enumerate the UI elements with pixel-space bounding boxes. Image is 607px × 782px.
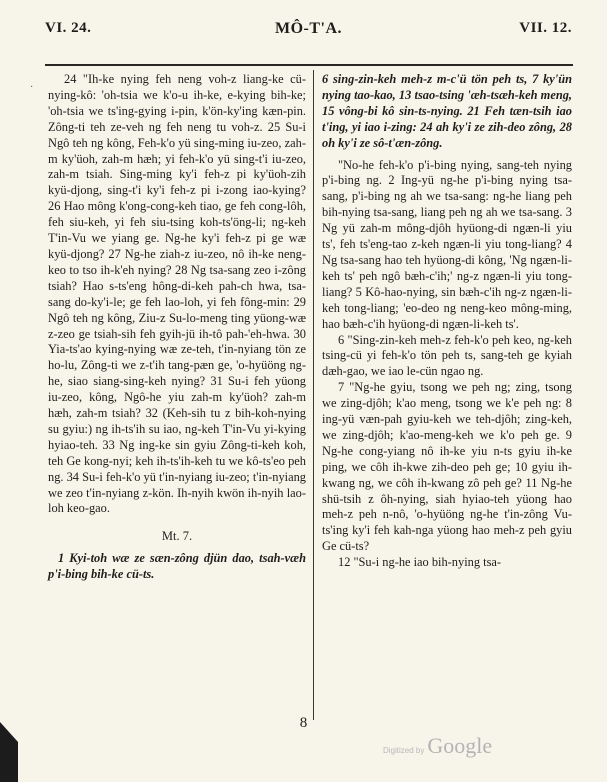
right-paragraph-verse-12: 12 "Su-i ng-he iao bih-nying tsa- (338, 555, 502, 570)
right-paragraph-verse-6: 6 "Sing-zin-keh meh-z feh-k'o peh keo, ng-keh tsing-cü yi feh-k'o tön peh ts, sang-teh ge kyiah dæh-gao, we iao le-cün ngao ng. (322, 332, 572, 379)
header-chapter-start: VI. 24. (45, 20, 92, 36)
chapter-heading: Mt. 7. (161, 529, 193, 544)
chapter-7-summary: 1 Kyi-toh wæ ze sæn-zông djün dao, tsah-væh p'i-bing bih-ke cü-ts. (48, 551, 306, 582)
margin-mark: · (30, 82, 34, 93)
header-book-title: MÔ-T'A. (274, 20, 343, 37)
watermark-prefix: Digitized by (383, 746, 425, 755)
column-divider (313, 70, 314, 720)
google-watermark (383, 733, 492, 759)
right-paragraph-verses-1-5: "No-he feh-k'o p'i-bing nying, sang-teh nying p'i-bing ng. 2 Ing-yü ng-he p'i-bing nying tsa-sang, p'i-bing ng ah we tsa-sang: ng-he liang peh bih-nying tsa-sang, liang peh ng ah we tsa-sang. 3 Ng yü zah-m mông-djôh hyüong-di ngæn-li yiu ts', feh ts'eng-tao z-keh ngæn-li yiu tong-liang? 4 Ng tsa-sang hao teh hyüong-di kông, 'Ng ngæn-li-keh ts' peh ngô bæh-c'ih;' ng-z ngæn-li yiu tong-liang? 5 Kô-hao-nying, sin bæh-c'ih ng-z ngæn-li-keh tong-liang; 'eo-deo ng neng-keo mông-ming, hao bæh-c'ih hyüong-di ngæn-li-keh ts'. (322, 157, 572, 331)
header-chapter-end: VII. 12. (519, 20, 572, 36)
page-header (45, 20, 572, 46)
left-column (48, 72, 306, 583)
left-paragraph-verses-24-34: 24 "Ih-ke nying feh neng voh-z liang-ke cü-nying-kô: 'oh-tsia we k'o-u ih-ke, e-kying bih-ke; 'oh-tsia we ts'ing-gying i-pin, k'ön-ky'ing kæn-pin. Zông-ti teh ze-veh ng feh neng tu voh-z. 25 Su-i Ngô teh ng kông, Feh-k'o yü sing-ming iu-zeo, zah-m ky'üoh, zah-m hæh; yi feh-k'o yü sing-t'i iu-zeo, zah-m tsiah. Sing-ming ky'i feh-z pi ky'üoh-zih kyü-djong, sing-t'i ky'i feh-z pi i-zong iao-kying? 26 Hao mông k'ong-cong-keh tiao, ge feh cong-lôh, feh siu-keh, yi feh siu-tsing koh-ts'öng-li; ng-keh T'in-Vu we yiang ge. Ng-he ky'i feh-z pi ge wæ kyü-djong? 27 Ng-he ziah-z iu-zeo, nô ih-ke neng-keo to tso ih-k'eh nying? 28 Ng tsa-sang zeo i-zông tsiah? Hao s-ts'eng hông-di-keh pah-ch hwa, tsa-sang do-ky'i-le; ge feh lao-loh, yi feh fông-min: 29 Ngô teh ng kông, Ziu-z Su-lo-meng ting yüong-wæ z-zeo ge tsiah-sih feh gyih-jü ih-tô pah-'eh-hwa. 30 Yia-ts'ao kying-nying wæ ze-teh, t'in-nyiang tön ze ho-lu, Zông-ti we z-t'ih tang-pæn ge, 'o-hyüöng ng-he, siao siang-sing-keh nying? 31 Su-i feh yüong iu-zeo, kông, Ngô-he yiu zah-m ky'üoh? zah-m hæh, zah-m tsiah? 32 (Keh-sih tu z bih-koh-nying su gyiu:) ng ih-ts'ih su iao, ng-keh T'in-Vu yi-kying hyiao-teh. 33 Ng ing-ke sin gyiu Zông-ti-keh koh, teh Ge kong-nyi; keh ih-ts'ih-keh tu we kô-ts'eo peh ng. 34 Su-i feh-k'o yü t'in-nyiang iu-zeo; t'in-nyiang we zeo t'in-nyiang z-kön. Ih-nyih kwön ih-nyih lao-loh keo-gao. (48, 72, 306, 516)
header-rule (45, 64, 573, 66)
page-number: 8 (299, 715, 308, 731)
scan-corner-shadow (0, 722, 18, 782)
watermark-brand: Google (427, 733, 493, 758)
chapter-7-summary-continued: 6 sing-zin-keh meh-z m-c'ü tön peh ts, 7 ky'ün nying tao-kao, 13 tsao-tsing 'æh-tsæh-keh meng, 15 vông-bi kô sin-ts-nying. 21 Feh tæn-tsih iao t'ing, yi iao i-zing: 24 ah ky'i ze zih-deo zông, 28 oh ky'i ze sô-t'æn-zông. (322, 72, 572, 150)
right-column (322, 72, 572, 571)
right-paragraph-verses-7-11: 7 "Ng-he gyiu, tsong we peh ng; zing, tsong we zing-djôh; k'ao meng, tsong we k'e peh ng: 8 ing-yü væn-pah gyiu-keh we teh-djôh; zing-keh, we zing-djôh; k'ao-meng-keh we k'o peh ge. 9 Ng-he cong-yiang nô ih-ke yiu n-ts gyiu ih-ke ping, we côh ih-kwe zih-deo peh ge; 10 gyiu ih-kwang ng, we côh ih-kwang zô peh ge? 11 Ng-he shü-tsih z ôh-nying, siah hyiao-teh yüong hao meh-z peh n-nô, 'o-hyüöng ng-he t'in-zông Vu-ts'ing ky'i feh kah-nga yüong hao meh-z peh gyiu Ge cü-ts? (322, 380, 572, 554)
